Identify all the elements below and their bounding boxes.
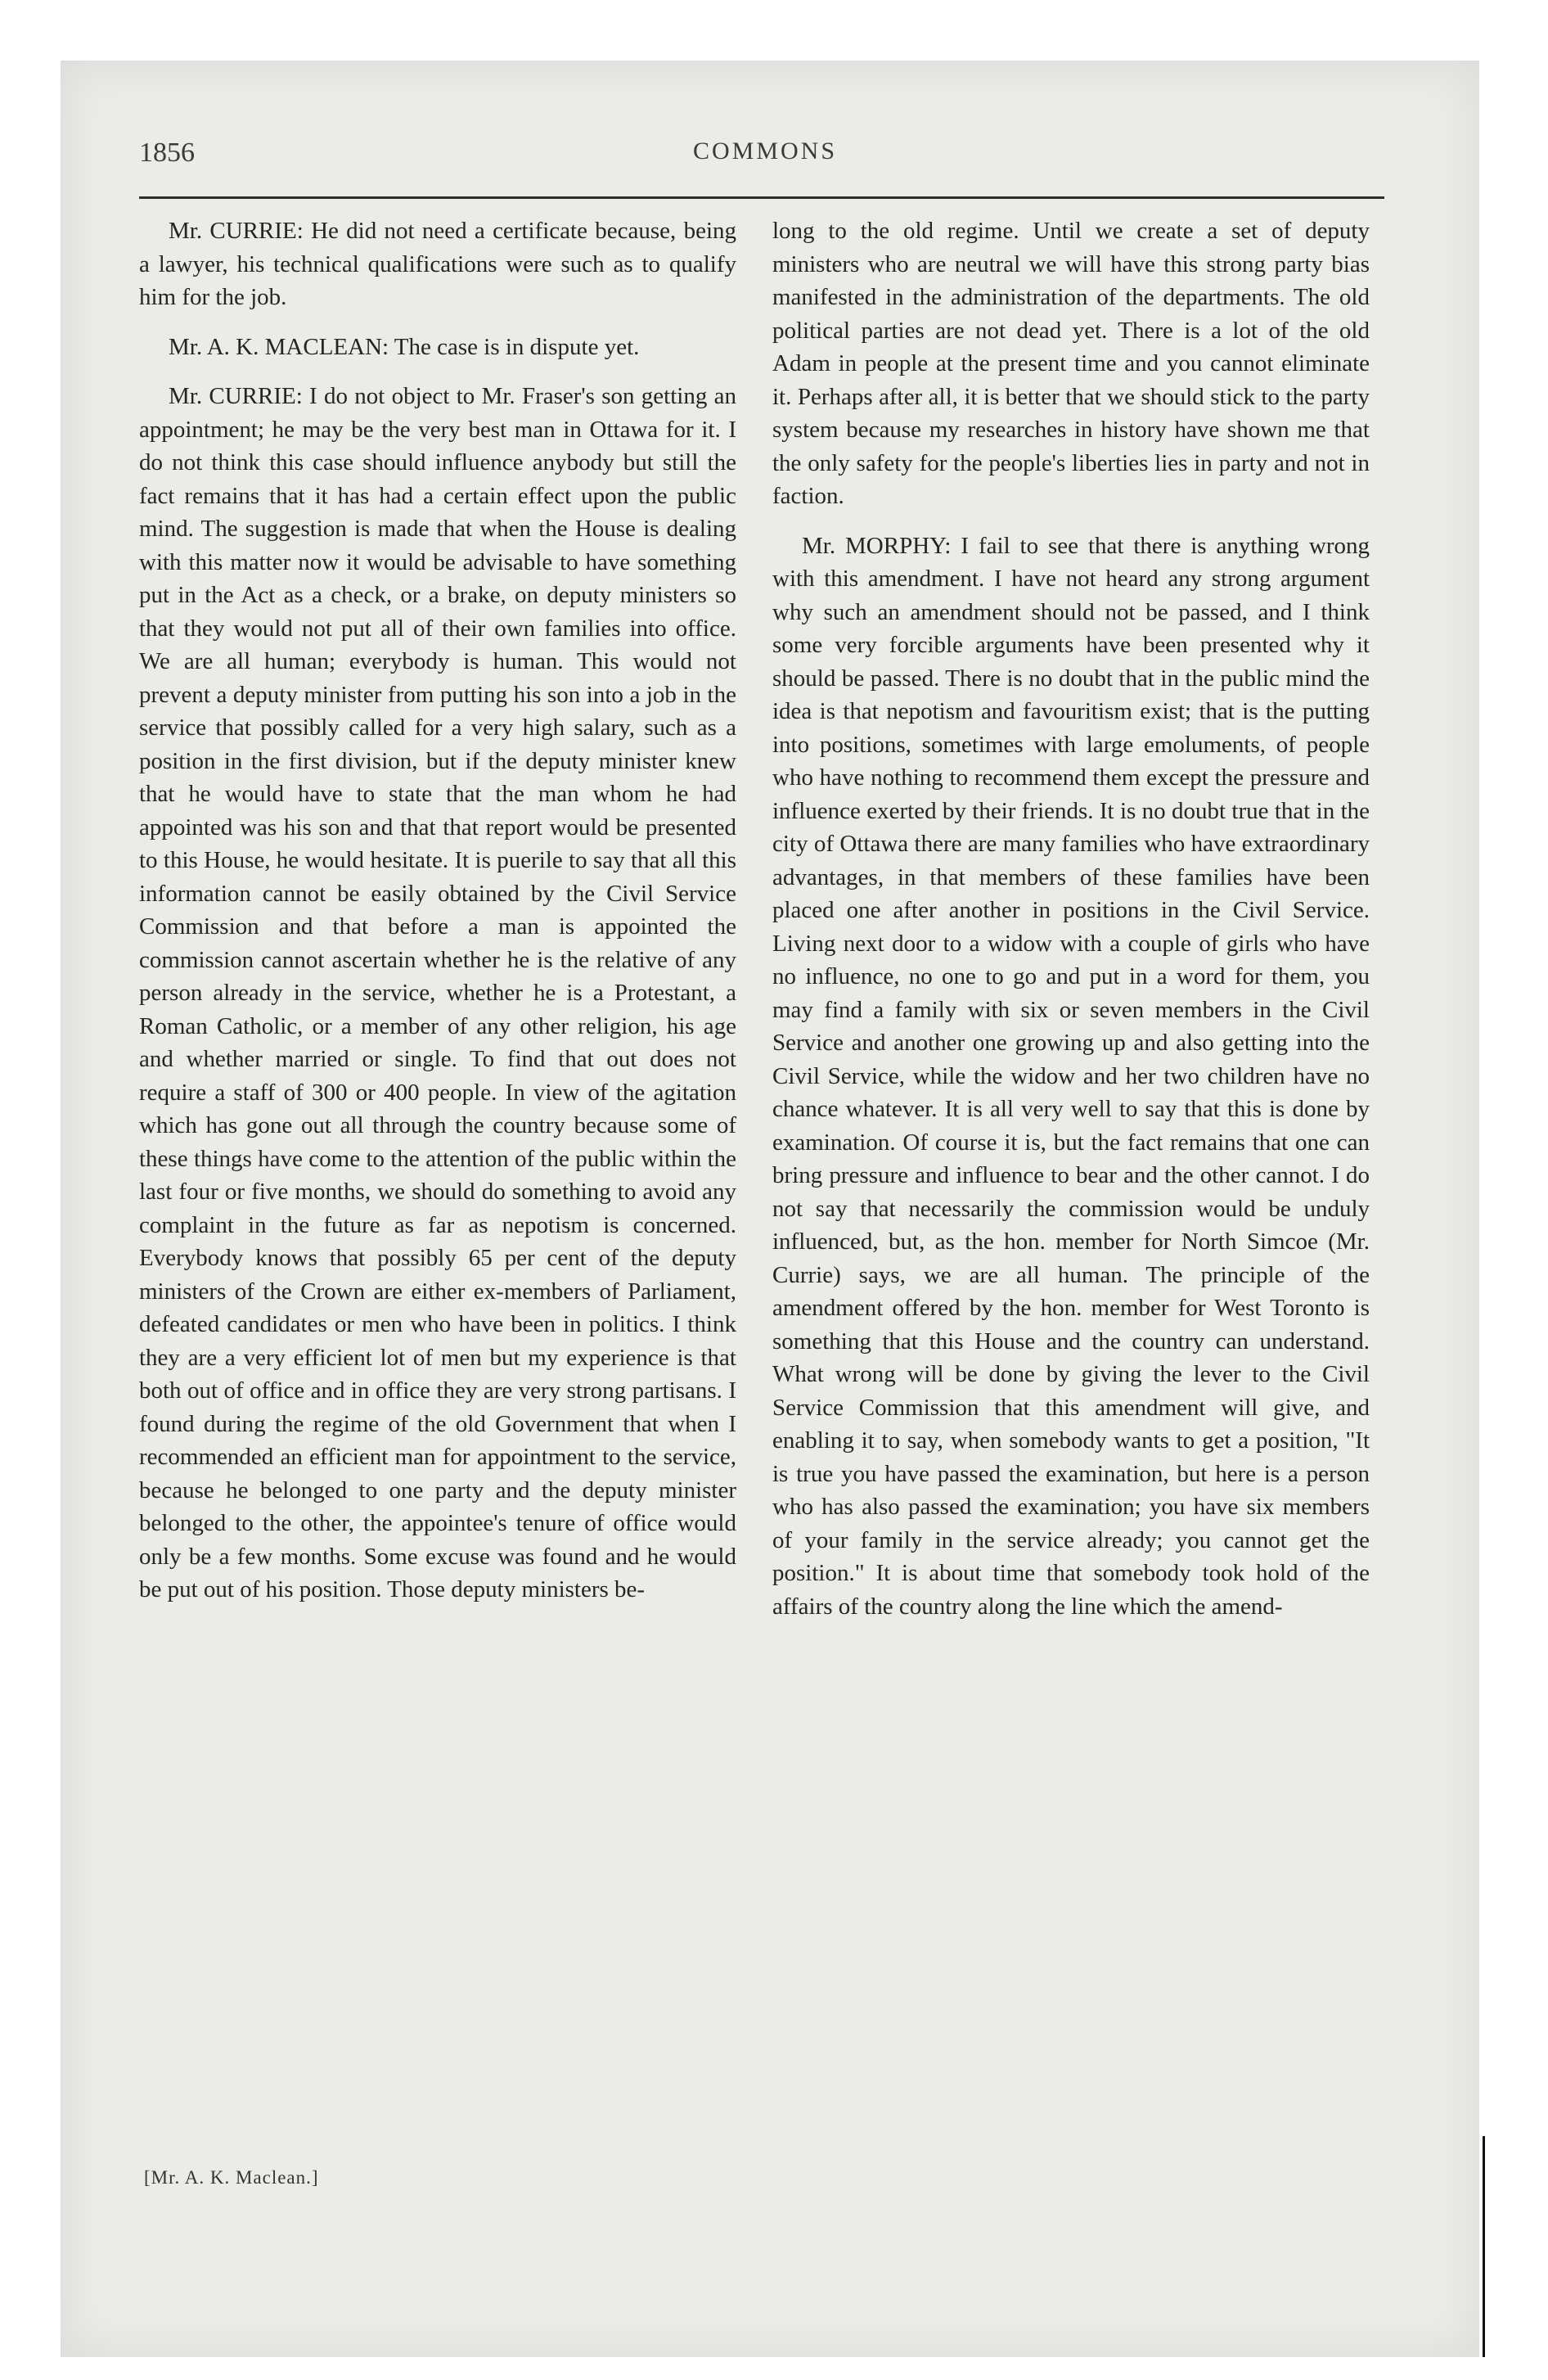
page-number: 1856 — [139, 137, 195, 168]
left-column — [139, 214, 736, 1623]
header-rule — [139, 196, 1384, 199]
right-column — [772, 214, 1370, 1639]
paragraph: Mr. MORPHY: I fail to see that there is anything wrong with this amendment. I have not heard any strong argument why such an amendment should not be passed, and I think some very forcible arguments have been presented why it should be passed. There is no doubt that in the public mind the idea is that nepotism and favouritism exist; that is the putting into positions, sometimes with large emoluments, of people who have nothing to recommend them except the pressure and influence exerted by their friends. It is no doubt true that in the city of Ottawa there are many families who have extraordinary advantages, in that members of these families have been placed one after another in positions in the Civil Service. Living next door to a widow with a couple of girls who have no influence, no one to go and put in a word for them, you may find a family with six or seven members in the Civil Service and another one growing up and also getting into the Civil Service, while the widow and her two children have no chance whatever. It is all very well to say that this is done by examination. Of course it is, but the fact remains that one can bring pressure and influence to bear and the other cannot. I do not say that necessarily the commission would be unduly influenced, but, as the hon. member for North Simcoe (Mr. Currie) says, we are all human. The principle of the amendment offered by the hon. member for West Toronto is something that this House and the country can understand. What wrong will be done by giving the lever to the Civil Service Commission that this amendment will give, and enabling it to say, when somebody wants to get a position, "It is true you have passed the examination, but here is a person who has also passed the examination; you have six members of your family in the service already; you cannot get the position." It is about time that somebody took hold of the affairs of the country along the line which the amend- — [772, 532, 1370, 1620]
paragraph: Mr. A. K. MACLEAN: The case is in dispute yet. — [169, 333, 640, 360]
page-edge-mark — [1483, 2136, 1485, 2357]
running-head: COMMONS — [692, 137, 838, 165]
speaker-footer: [Mr. A. K. Maclean.] — [144, 2167, 319, 2188]
paragraph: Mr. CURRIE: I do not object to Mr. Fraser's son getting an appointment; he may be the very best man in Ottawa for it. I do not think this case should influence anybody but still the fact remains that it has had a certain effect upon the public mind. The suggestion is made that when the House is dealing with this matter now it would be advisable to have something put in the Act as a check, or a brake, on deputy ministers so that they would not put all of their own families into office. We are all human; everybody is human. This would not prevent a deputy minister from putting his son into a job in the service that possibly called for a very high salary, such as a position in the first division, but if the deputy minister knew that he would have to state that the man whom he had appointed was his son and that that report would be presented to this House, he would hesitate. It is puerile to say that all this information cannot be easily obtained by the Civil Service Commission and that before a man is appointed the commission cannot ascertain whether he is the relative of any person already in the service, whether he is a Protestant, a Roman Catholic, or a member of any other religion, his age and whether married or single. To find that out does not require a staff of 300 or 400 people. In view of the agitation which has gone out all through the country because some of these things have come to the attention of the public within the last four or five months, we should do something to avoid any complaint in the future as far as nepotism is concerned. Everybody knows that possibly 65 per cent of the deputy ministers of the Crown are either ex-members of Parliament, defeated candidates or men who have been in politics. I think they are a very efficient lot of men but my experience is that both out of office and in office they are very strong partisans. I found during the regime of the old Government that when I recommended an efficient man for appointment to the service, because he belonged to one party and the deputy minister belonged to the other, the appointee's tenure of office would only be a few months. Some excuse was found and he would be put out of his position. Those deputy ministers be- — [139, 383, 736, 1602]
page-header — [139, 137, 1391, 178]
paragraph: long to the old regime. Until we create a set of deputy ministers who are neutral we will have this strong party bias manifested in the administration of the departments. The old political parties are not dead yet. There is a lot of the old Adam in people at the present time and you cannot eliminate it. Perhaps after all, it is better that we should stick to the party system because my researches in history have shown me that the only safety for the people's liberties lies in party and not in faction. — [772, 218, 1370, 509]
paragraph: Mr. CURRIE: He did not need a certificate because, being a lawyer, his technical qualifications were such as to qualify him for the job. — [139, 218, 736, 310]
